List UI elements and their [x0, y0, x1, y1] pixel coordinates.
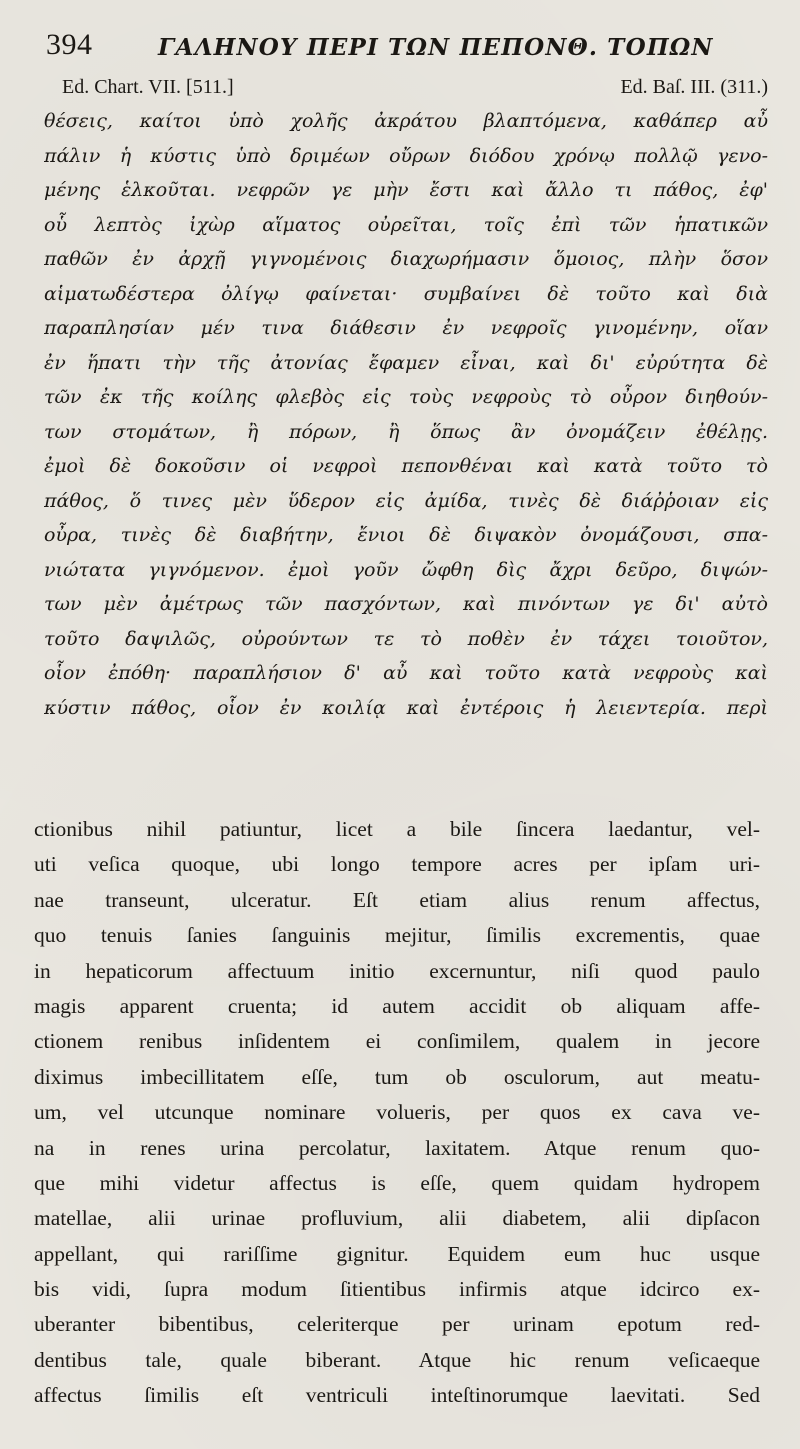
latin-line: in hepaticorum affectuum initio excernuntur, niſi quod paulo — [34, 958, 760, 983]
greek-line: ἐν ἥπατι τὴν τῆς ἀτονίας ἔφαμεν εἶναι, καὶ δι' εὐρύτητα δὲ — [44, 351, 768, 374]
latin-line: uberanter bibentibus, celeriterque per urinam epotum red- — [34, 1312, 760, 1337]
greek-line: τοῦτο δαψιλῶς, οὐρούντων τε τὸ ποθὲν ἐν τάχει τοιοῦτον, — [44, 627, 768, 650]
edition-chartier: Ed. Chart. VII. [511.] — [62, 76, 234, 98]
running-title: ΓΑΛΗΝΟΥ ΠΕΡΙ ΤΩΝ ΠΕΠΟΝΘ. ΤΟΠΩΝ — [158, 34, 714, 61]
latin-line: affectus ſimilis eſt ventriculi inteſtinorumque laevitati. Sed — [34, 1383, 760, 1408]
latin-text-block — [34, 812, 760, 1414]
edition-references — [62, 76, 768, 104]
latin-line: na in renes urina percolatur, laxitatem. Atque renum quo- — [34, 1135, 760, 1160]
latin-line: magis apparent cruenta; id autem accidit ob aliquam affe- — [34, 993, 760, 1018]
latin-line: matellae, alii urinae profluvium, alii diabetem, alii dipſacon — [34, 1206, 760, 1231]
latin-line: diximus imbecillitatem eſſe, tum ob osculorum, aut meatu- — [34, 1064, 760, 1089]
greek-line: οἷον ἐπόθη· παραπλήσιον δ' αὖ καὶ τοῦτο κατὰ νεφροὺς καὶ — [44, 662, 768, 684]
show-through-ink — [150, 752, 710, 772]
running-head — [46, 26, 766, 66]
latin-line: uti veſica quoque, ubi longo tempore acres per ipſam uri- — [34, 852, 760, 877]
greek-line: κύστιν πάθος, οἷον ἐν κοιλίᾳ καὶ ἐντέροις ἡ λειεντερία. περὶ — [44, 696, 768, 719]
greek-line: θέσεις, καίτοι ὑπὸ χολῆς ἀκράτου βλαπτόμενα, καθάπερ αὖ — [44, 110, 768, 132]
latin-line: um, vel utcunque nominare volueris, per quos ex cava ve- — [34, 1100, 760, 1125]
greek-text-block — [44, 104, 768, 725]
greek-line: πάθος, ὅ τινες μὲν ὕδερον εἰς ἀμίδα, τινὲς δὲ διάῤῥοιαν εἰς — [44, 489, 768, 512]
greek-line: ἐμοὶ δὲ δοκοῦσιν οἱ νεφροὶ πεπονθέναι καὶ κατὰ τοῦτο τὸ — [44, 455, 768, 477]
greek-line: μένης ἑλκοῦται. νεφρῶν γε μὴν ἔστι καὶ ἄλλο τι πάθος, ἐφ' — [44, 179, 768, 201]
greek-line: οὖρα, τινὲς δὲ διαβήτην, ἔνιοι δὲ διψακὸν ὀνομάζουσι, σπα- — [44, 524, 768, 546]
greek-line: παθῶν ἐν ἀρχῇ γιγνομένοις διαχωρήμασιν ὅμοιος, πλὴν ὅσον — [44, 248, 768, 270]
greek-line: νιώτατα γιγνόμενον. ἐμοὶ γοῦν ὤφθη δὶς ἄχρι δεῦρο, διψών- — [44, 558, 768, 581]
page-number: 394 — [46, 28, 93, 61]
greek-line: των στομάτων, ἢ πόρων, ἢ ὅπως ἂν ὀνομάζειν ἐθέλῃς. — [44, 420, 768, 443]
latin-line: appellant, qui rariſſime gignitur. Equidem eum huc usque — [34, 1241, 760, 1266]
latin-line: dentibus tale, quale biberant. Atque hic renum veſicaeque — [34, 1347, 760, 1372]
latin-line: bis vidi, ſupra modum ſitientibus infirmis atque idcirco ex- — [34, 1277, 760, 1302]
latin-line: que mihi videtur affectus is eſſe, quem quidam hydropem — [34, 1170, 760, 1195]
latin-line: ctionem renibus inſidentem ei conſimilem, qualem in jecore — [34, 1029, 760, 1054]
greek-line: των μὲν ἀμέτρως τῶν πασχόντων, καὶ πινόντων γε δι' αὐτὸ — [44, 593, 768, 615]
latin-line: quo tenuis ſanies ſanguinis mejitur, ſimilis excrementis, quae — [34, 923, 760, 948]
greek-line: αἱματωδέστερα ὀλίγῳ φαίνεται· συμβαίνει δὲ τοῦτο καὶ διὰ — [44, 282, 768, 305]
greek-line: παραπλησίαν μέν τινα διάθεσιν ἐν νεφροῖς γινομένην, οἵαν — [44, 317, 768, 339]
edition-basel: Ed. Baſ. III. (311.) — [620, 76, 768, 98]
latin-line: nae transeunt, ulceratur. Eſt etiam alius renum affectus, — [34, 887, 760, 912]
greek-line: τῶν ἐκ τῆς κοίλης φλεβὸς εἰς τοὺς νεφροὺς τὸ οὖρον διηθούν- — [44, 386, 768, 408]
latin-line: ctionibus nihil patiuntur, licet a bile ſincera laedantur, vel- — [34, 817, 760, 841]
greek-line: πάλιν ἡ κύστις ὑπὸ δριμέων οὔρων διόδου χρόνῳ πολλῷ γενο- — [44, 144, 768, 167]
greek-line: οὗ λεπτὸς ἰχὼρ αἵματος οὐρεῖται, τοῖς ἐπὶ τῶν ἡπατικῶν — [44, 213, 768, 236]
